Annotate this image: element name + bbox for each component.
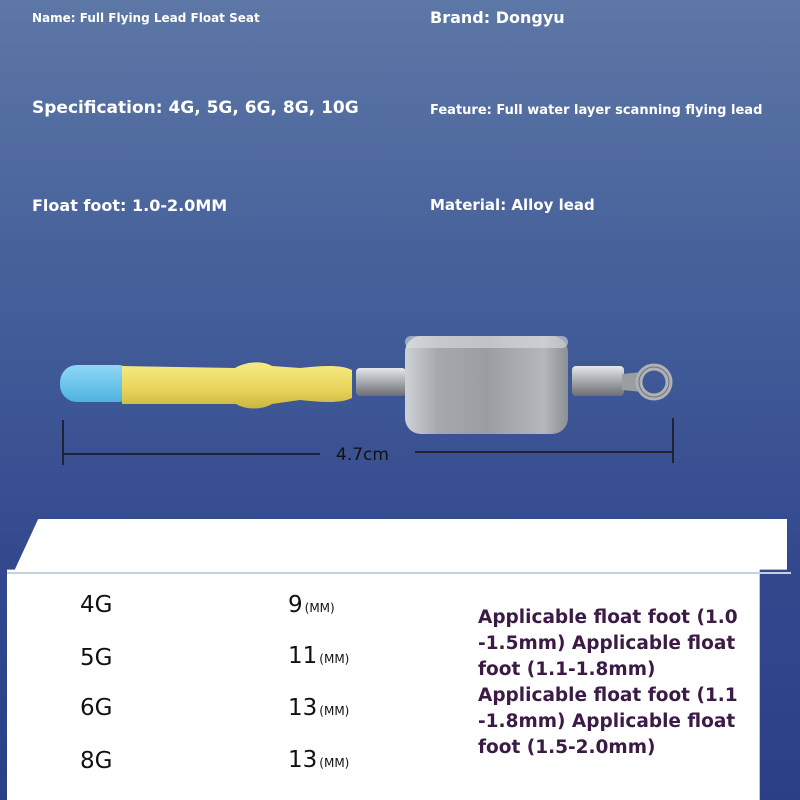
applicable-line: -1.5mm) Applicable float xyxy=(478,633,736,654)
table-row-size: 13 (MM) xyxy=(288,747,350,773)
product-feature: Feature: Full water layer scanning flying lead xyxy=(430,103,763,118)
table-row-size: 9 (MM) xyxy=(288,592,335,618)
swivel-ring xyxy=(622,367,669,397)
length-label: 4.7cm xyxy=(336,445,389,465)
yellow-sleeve xyxy=(122,362,352,408)
float-seat-product-image xyxy=(0,300,800,480)
product-brand: Brand: Dongyu xyxy=(430,8,565,27)
applicable-line: Applicable float foot (1.1 xyxy=(478,685,738,706)
applicable-line: foot (1.1-1.8mm) xyxy=(478,659,656,680)
applicable-float-foot-text xyxy=(478,605,758,761)
table-row-spec: 8G xyxy=(80,748,113,774)
table-row-size: 11 (MM) xyxy=(288,643,350,669)
product-float-foot: Float foot: 1.0-2.0MM xyxy=(32,196,228,215)
panel-divider xyxy=(7,572,791,574)
lead-weight-barrel xyxy=(405,336,568,434)
table-row-spec: 5G xyxy=(80,645,113,671)
table-row-size: 13 (MM) xyxy=(288,695,350,721)
applicable-line: -1.8mm) Applicable float xyxy=(478,711,736,732)
product-name: Name: Full Flying Lead Float Seat xyxy=(32,11,260,25)
table-row-spec: 4G xyxy=(80,592,113,618)
metal-connector-left xyxy=(356,368,406,396)
applicable-line: foot (1.5-2.0mm) xyxy=(478,737,656,758)
metal-connector-right xyxy=(572,366,624,396)
product-material: Material: Alloy lead xyxy=(430,196,595,214)
product-specification: Specification: 4G, 5G, 6G, 8G, 10G xyxy=(32,98,359,118)
applicable-line: Applicable float foot (1.0 xyxy=(478,607,738,628)
table-row-spec: 6G xyxy=(80,695,113,721)
